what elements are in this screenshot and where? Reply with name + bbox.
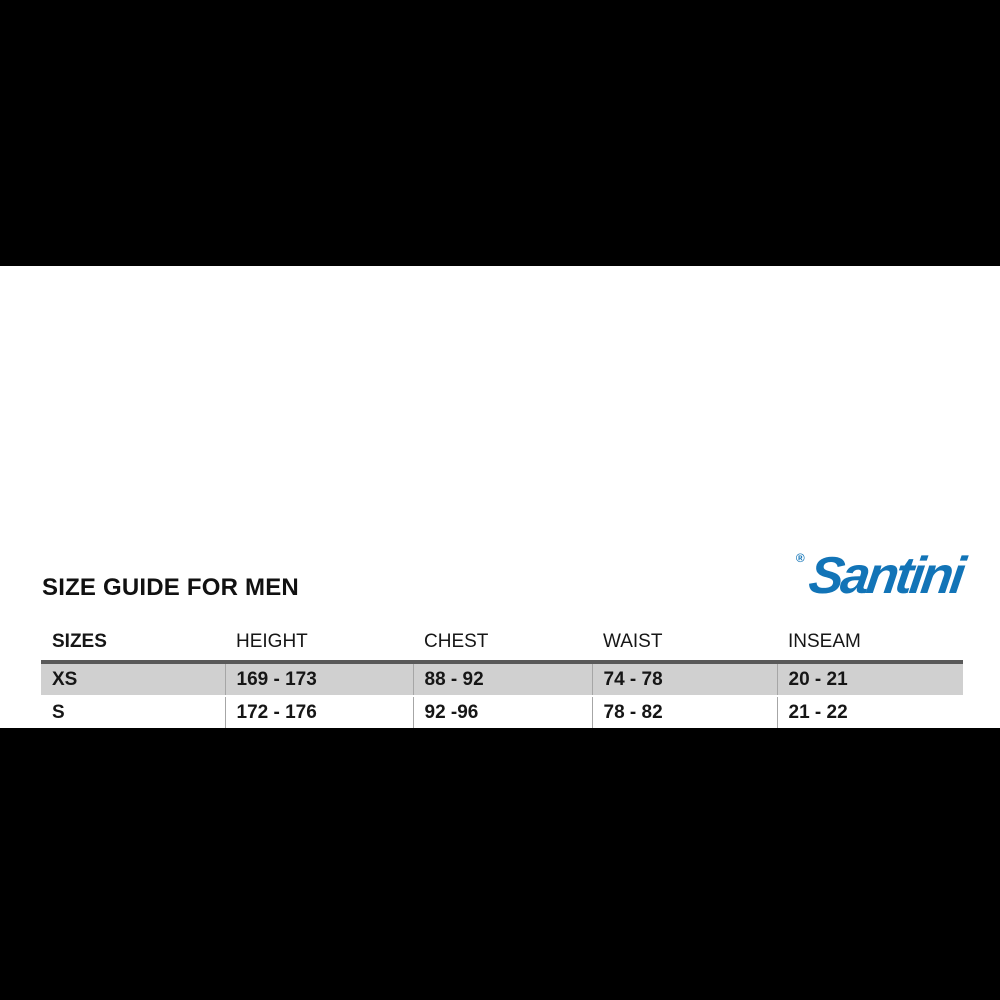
col-header-inseam: INSEAM — [777, 624, 963, 662]
chest-cell: 92 -96 — [413, 696, 592, 729]
height-cell: 169 - 173 — [225, 662, 413, 696]
top-black-bar — [0, 0, 1000, 266]
table-row-s — [41, 696, 963, 729]
size-cell: XS — [41, 662, 225, 696]
chest-cell: 88 - 92 — [413, 662, 592, 696]
table-row-xs — [41, 662, 963, 696]
inseam-cell: 20 - 21 — [777, 662, 963, 696]
table-header-row — [41, 624, 963, 662]
registered-trademark-icon: ® — [795, 551, 805, 565]
col-header-sizes: SIZES — [41, 624, 225, 662]
bottom-black-bar — [0, 728, 1000, 1000]
col-header-chest: CHEST — [413, 624, 592, 662]
size-guide-panel — [0, 266, 1000, 728]
size-cell: S — [41, 696, 225, 729]
santini-logo — [795, 547, 966, 605]
inseam-cell: 21 - 22 — [777, 696, 963, 729]
brand-wordmark: Santini — [805, 547, 966, 605]
page-title: SIZE GUIDE FOR MEN — [42, 574, 299, 601]
col-header-waist: WAIST — [592, 624, 777, 662]
height-cell: 172 - 176 — [225, 696, 413, 729]
col-header-height: HEIGHT — [225, 624, 413, 662]
waist-cell: 78 - 82 — [592, 696, 777, 729]
waist-cell: 74 - 78 — [592, 662, 777, 696]
